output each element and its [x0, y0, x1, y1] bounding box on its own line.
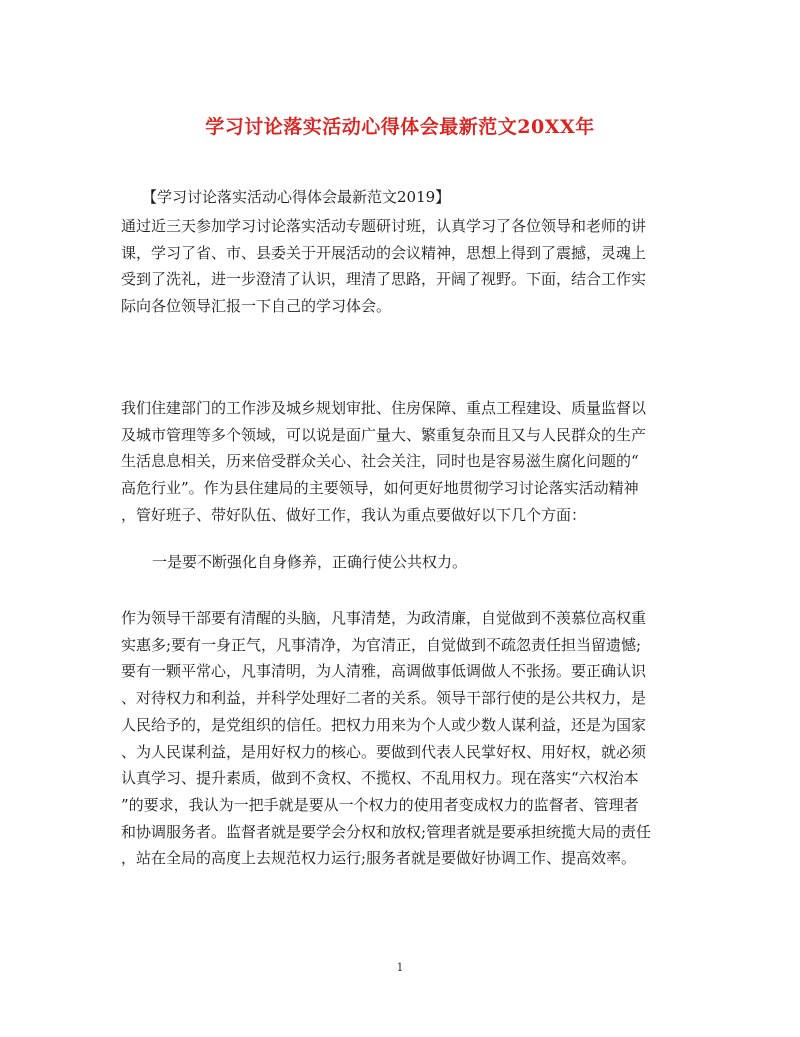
paragraph-line: 和协调服务者。监督者就是要学会分权和放权;管理者就是要承担统揽大局的责任	[121, 822, 652, 841]
paragraph-intro	[121, 213, 681, 320]
paragraph-line: ，站在全局的高度上去规范权力运行;服务者就是要做好协调工作、提高效率。	[121, 849, 637, 868]
paragraph-line: 我们住建部门的工作涉及城乡规划审批、住房保障、重点工程建设、质量监督以	[121, 399, 647, 417]
document-title: 学习讨论落实活动心得体会最新范文20XX年	[205, 116, 595, 138]
paragraph-line: 、对待权力和利益，并科学处理好二者的关系。领导干部行使的是公共权力，是	[121, 689, 647, 708]
paragraph-line: ”的要求，我认为一把手就是要从一个权力的使用者变成权力的监督者、管理者	[121, 795, 639, 814]
paragraph-context	[121, 395, 681, 529]
paragraph-line: 际向各位领导汇报一下自己的学习体会。	[121, 297, 392, 316]
paragraph-line: 作为领导干部要有清醒的头脑，凡事清楚，为政清廉，自觉做到不羡慕位高权重	[121, 609, 647, 627]
point-one-heading: 一是要不断强化自身修养，正确行使公共权力。	[152, 553, 468, 571]
page-number: 1	[396, 961, 404, 974]
paragraph-power	[121, 605, 681, 872]
paragraph-line: 实惠多;要有一身正气，凡事清净，为官清正，自觉做到不疏忽责任担当留遗憾;	[121, 635, 642, 654]
paragraph-line: 要有一颗平常心，凡事清明，为人清雅，高调做事低调做人不张扬。要正确认识	[121, 662, 647, 681]
paragraph-line: 、为人民谋利益，是用好权力的核心。要做到代表人民掌好权、用好权，就必须	[121, 742, 647, 761]
paragraph-line: 认真学习、提升素质，做到不贪权、不揽权、不乱用权力。现在落实“六权治本	[121, 769, 639, 788]
paragraph-line: 高危行业”。作为县住建局的主要领导，如何更好地贯彻学习讨论落实活动精神	[121, 479, 639, 498]
paragraph-line: 生活息息相关，历来倍受群众关心、社会关注，同时也是容易滋生腐化问题的“	[121, 452, 639, 471]
paragraph-line: 课，学习了省、市、县委关于开展活动的会议精神，思想上得到了震撼，灵魂上	[121, 243, 647, 262]
paragraph-line: ，管好班子、带好队伍、做好工作，我认为重点要做好以下几个方面：	[121, 505, 587, 524]
paragraph-line: 及城市管理等多个领域，可以说是面广量大、繁重复杂而且又与人民群众的生产	[121, 425, 647, 444]
document-subtitle: 【学习讨论落实活动心得体会最新范文2019】	[142, 188, 451, 206]
paragraph-line: 人民给予的，是党组织的信任。把权力用来为个人或少数人谋利益，还是为国家	[121, 715, 647, 734]
paragraph-line: 受到了洗礼，进一步澄清了认识，理清了思路，开阔了视野。下面，结合工作实	[121, 270, 647, 289]
paragraph-line: 通过近三天参加学习讨论落实活动专题研讨班，认真学习了各位领导和老师的讲	[121, 217, 647, 235]
